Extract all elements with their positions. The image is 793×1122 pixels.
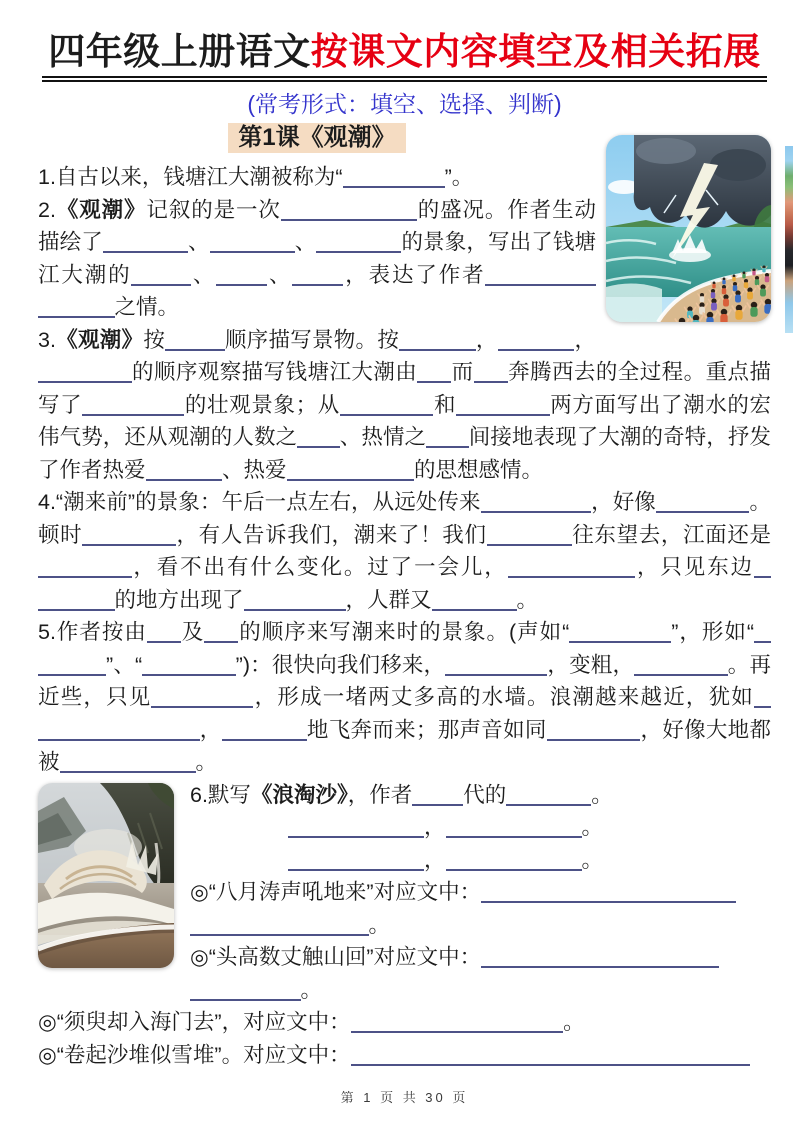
page-title-underlined xyxy=(42,30,767,82)
lesson-heading-highlight: 第1课《观潮》 xyxy=(228,123,405,153)
page-number-footer: 第 1 页 共 30 页 xyxy=(340,1090,469,1106)
question-6-couplet-line1: ， 。 xyxy=(38,811,771,844)
question-6-item3: ◎“须臾却入海门去”，对应文中： 。 xyxy=(38,1010,585,1035)
question-6-item1-continuation: 。 xyxy=(38,909,771,942)
question-6-couplet-line2: ， 。 xyxy=(38,844,771,877)
wave-photo xyxy=(38,783,174,968)
question-6-item4: ◎“卷起沙堆似雪堆”。对应文中： xyxy=(38,1039,771,1072)
cut-off-image-sliver xyxy=(785,146,793,333)
question-6-line1: 6.默写《浪淘沙》，作者 代的 。 xyxy=(190,782,613,807)
page-title-red: 按课文内容填空及相关拓展 xyxy=(310,31,761,72)
question-5: 5.作者按由 及 的顺序来写潮来时的景象。(声如“ ”，形如“”、“ ”)：很快向我们移来， ，变粗， 。再近些，只见 ，形成一堵两丈多高的水墙。浪潮越来越近，犹如， 地飞奔而来；那声音如同 ，好像大地都被 。 xyxy=(38,620,771,775)
question-3: 3.《观潮》按 顺序描写景物。按 ， ，的顺序观察描写钱塘江大潮由 而 奔腾西去的全过程。重点描写了 的壮观景象；从 和 两方面写出了潮水的宏伟气势，还从观潮的人数之 、热情之 间接地表现了大潮的奇特，抒发了作者热爱 、热爱 的思想感情。 xyxy=(38,327,771,482)
page-title-black: 四年级上册语文 xyxy=(48,31,311,72)
question-6-item2: ◎“头高数丈触山回”对应文中： xyxy=(38,941,771,974)
storm-crowd-illustration-svg xyxy=(606,135,771,322)
page-title xyxy=(38,30,771,82)
tide-watching-illustration xyxy=(606,135,771,322)
wave-cliff-photo-svg xyxy=(38,783,174,968)
exam-forms-subtitle: (常考形式：填空、选择、判断) xyxy=(247,91,562,118)
question-4: 4.“潮来前”的景象：午后一点左右，从远处传来 ，好像 。顿时 ，有人告诉我们，潮来了！我们 往东望去，江面还是，看不出有什么变化。过了一会儿， ，只见东边的地方出现了 ，人群又 。 xyxy=(38,490,771,612)
question-1: 1.自古以来，钱塘江大潮被称为“ ”。 xyxy=(38,165,474,190)
question-6-item2-continuation: 。 xyxy=(38,974,771,1007)
question-2: 2.《观潮》记叙的是一次 的盛况。作者生动描绘了 、 、 的景象，写出了钱塘江大潮的 、 、 ，表达了作者之情。 xyxy=(38,197,596,320)
question-6-item1: ◎“八月涛声吼地来”对应文中： xyxy=(38,876,771,909)
